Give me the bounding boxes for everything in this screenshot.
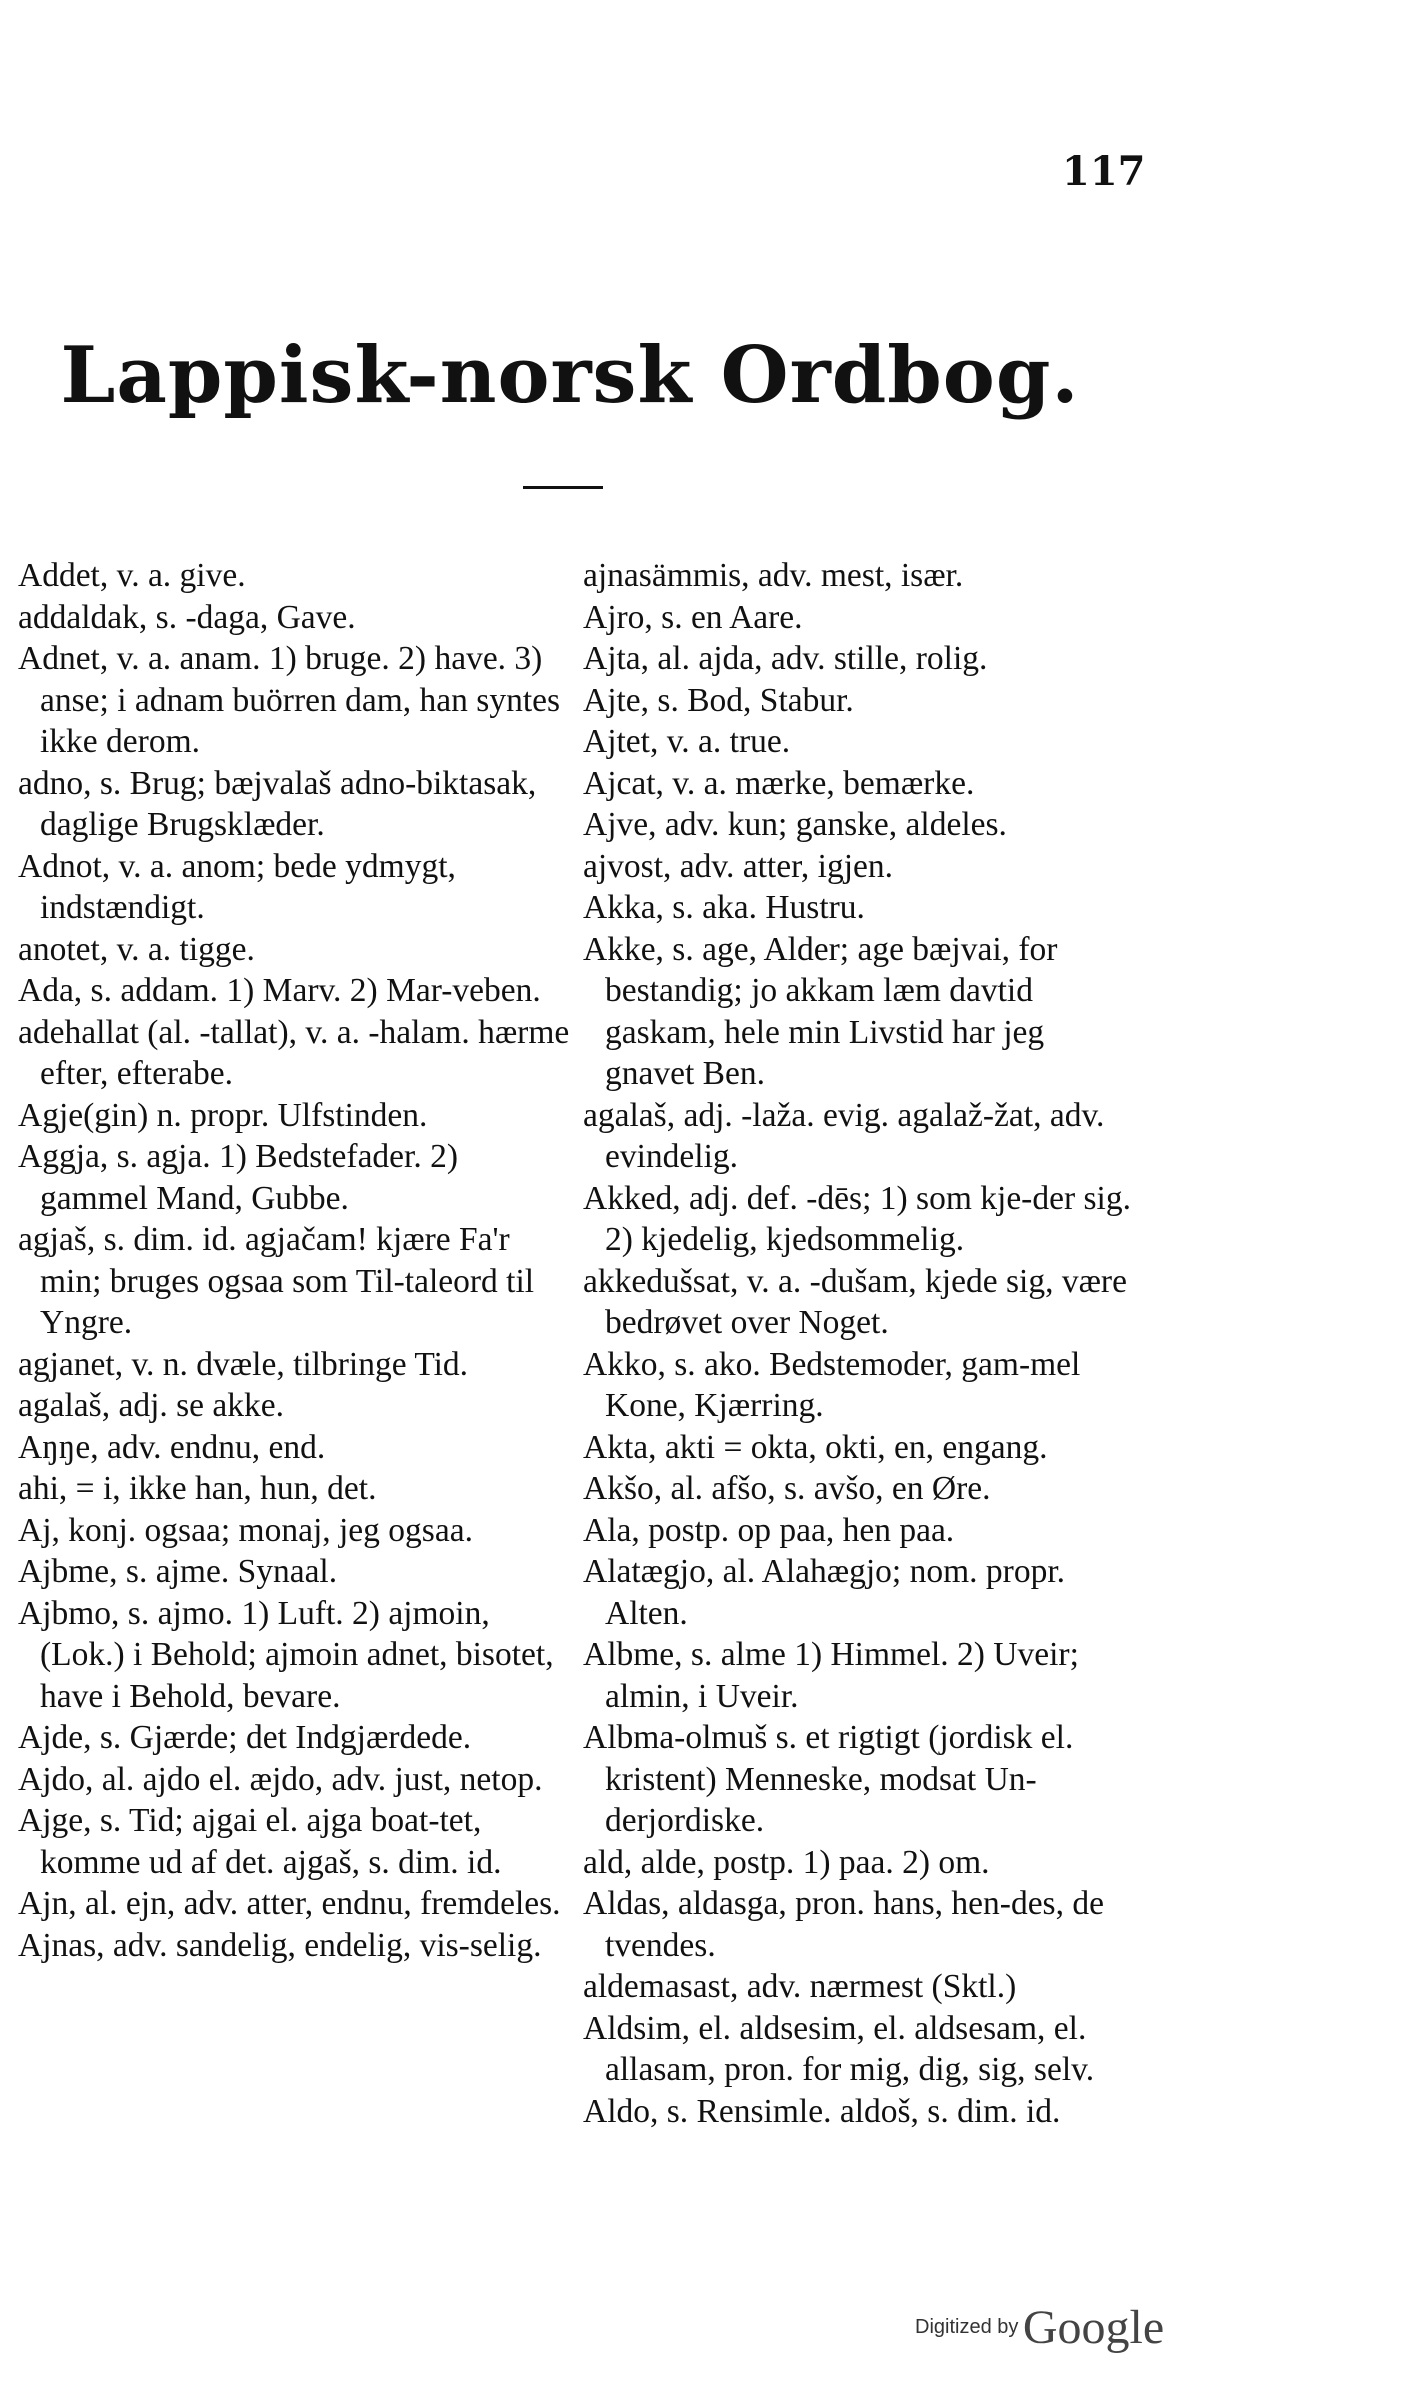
dictionary-entry: anotet, v. a. tigge. bbox=[18, 930, 255, 968]
dictionary-entry: aldemasast, adv. nærmest (Sktl.) bbox=[583, 1968, 1017, 2005]
dictionary-entry: adehallat (al. -tallat), v. a. -halam. hærme efter, efterabe. bbox=[18, 1013, 570, 1092]
dictionary-entry: Akked, adj. def. -dēs; 1) som kje-der sig. 2) kjedelig, kjedsommelig. bbox=[583, 1179, 1131, 1258]
dictionary-entry: Aldsim, el. aldsesim, el. aldsesam, el. allasam, pron. for mig, dig, sig, selv. bbox=[583, 2009, 1095, 2088]
dictionary-entry: ajvost, adv. atter, igjen. bbox=[583, 847, 893, 885]
dictionary-entry: ajnasämmis, adv. mest, især. bbox=[583, 557, 964, 594]
dictionary-entry: Ajbmo, s. ajmo. 1) Luft. 2) ajmoin, (Lok.) i Behold; ajmoin adnet, bisotet, have i Behold, bevare. bbox=[18, 1594, 554, 1715]
dictionary-entry: Ajte, s. Bod, Stabur. bbox=[583, 681, 854, 719]
dictionary-entry: adno, s. Brug; bæjvalaš adno-biktasak, daglige Brugsklæder. bbox=[18, 764, 537, 843]
dictionary-entry: agalaš, adj. se akke. bbox=[18, 1387, 285, 1424]
dictionary-entry: Ajtet, v. a. true. bbox=[583, 723, 791, 760]
dictionary-entry: Akta, akti = okta, okti, en, engang. bbox=[583, 1428, 1048, 1466]
dictionary-entry: Ala, postp. op paa, hen paa. bbox=[583, 1511, 955, 1549]
dictionary-entry: Ajnas, adv. sandelig, endelig, vis-selig. bbox=[18, 1926, 542, 1964]
dictionary-entry: Adnot, v. a. anom; bede ydmygt, indstændigt. bbox=[18, 847, 456, 926]
dictionary-entry: Akko, s. ako. Bedstemoder, gam-mel Kone, Kjærring. bbox=[583, 1345, 1081, 1424]
left-column bbox=[18, 555, 570, 1966]
dictionary-entry: Akka, s. aka. Hustru. bbox=[583, 889, 865, 926]
dictionary-entry: Ajcat, v. a. mærke, bemærke. bbox=[583, 764, 975, 802]
dictionary-entry: Ajbme, s. ajme. Synaal. bbox=[18, 1553, 338, 1590]
dictionary-entry: Aggja, s. agja. 1) Bedstefader. 2) gammel Mand, Gubbe. bbox=[18, 1138, 459, 1217]
dictionary-entry: Aŋŋe, adv. endnu, end. bbox=[18, 1428, 326, 1466]
dictionary-entry: Ajta, al. ajda, adv. stille, rolig. bbox=[583, 640, 988, 677]
right-column bbox=[583, 555, 1138, 2132]
page-title: Lappisk-norsk Ordbog. bbox=[60, 330, 1080, 421]
dictionary-entry: akkedušsat, v. a. -dušam, kjede sig, være bedrøvet over Noget. bbox=[583, 1262, 1127, 1341]
dictionary-entry: Alatægjo, al. Alahægjo; nom. propr. Alten. bbox=[583, 1553, 1066, 1632]
dictionary-entry: Aldas, aldasga, pron. hans, hen-des, de tvendes. bbox=[583, 1885, 1104, 1964]
dictionary-entry: Ajge, s. Tid; ajgai el. ajga boat-tet, komme ud af det. ajgaš, s. dim. id. bbox=[18, 1802, 502, 1881]
dictionary-entry: agalaš, adj. -laža. evig. agalaž-žat, adv. evindelig. bbox=[583, 1096, 1105, 1175]
dictionary-entry: Ajn, al. ejn, adv. atter, endnu, fremdeles. bbox=[18, 1885, 561, 1922]
page-number: 117 bbox=[1062, 148, 1146, 195]
dictionary-entry: ahi, = i, ikke han, hun, det. bbox=[18, 1470, 377, 1507]
dictionary-entry: Akšo, al. afšo, s. avšo, en Øre. bbox=[583, 1470, 991, 1507]
dictionary-entry: Ajde, s. Gjærde; det Indgjærdede. bbox=[18, 1719, 472, 1756]
digitized-by-label: Digitized by bbox=[915, 2316, 1019, 2338]
dictionary-entry: ald, alde, postp. 1) paa. 2) om. bbox=[583, 1843, 990, 1881]
dictionary-entry: Albma-olmuš s. et rigtigt (jordisk el. kristent) Menneske, modsat Un-derjordiske. bbox=[583, 1719, 1074, 1839]
dictionary-entry: Aldo, s. Rensimle. aldoš, s. dim. id. bbox=[583, 2092, 1061, 2130]
title-rule bbox=[523, 486, 603, 489]
dictionary-entry: Aj, konj. ogsaa; monaj, jeg ogsaa. bbox=[18, 1511, 473, 1549]
dictionary-entry: Albme, s. alme 1) Himmel. 2) Uveir; almin, i Uveir. bbox=[583, 1636, 1079, 1715]
dictionary-entry: Ajdo, al. ajdo el. æjdo, adv. just, netop. bbox=[18, 1760, 543, 1798]
dictionary-entry: Ajro, s. en Aare. bbox=[583, 598, 803, 636]
dictionary-entry: Adnet, v. a. anam. 1) bruge. 2) have. 3) anse; i adnam buörren dam, han syntes ikke derom. bbox=[18, 640, 561, 760]
dictionary-entry: Addet, v. a. give. bbox=[18, 557, 246, 594]
dictionary-entry: addaldak, s. -daga, Gave. bbox=[18, 598, 356, 636]
dictionary-entry: Ada, s. addam. 1) Marv. 2) Mar-veben. bbox=[18, 972, 541, 1009]
dictionary-entry: agjaš, s. dim. id. agjačam! kjære Fa'r min; bruges ogsaa som Til-taleord til Yngre. bbox=[18, 1221, 535, 1341]
dictionary-entry: agjanet, v. n. dvæle, tilbringe Tid. bbox=[18, 1345, 469, 1383]
dictionary-entry: Agje(gin) n. propr. Ulfstinden. bbox=[18, 1096, 428, 1134]
dictionary-entry: Ajve, adv. kun; ganske, aldeles. bbox=[583, 806, 1007, 843]
google-logo: Google bbox=[1022, 2301, 1165, 2354]
digitized-by-watermark bbox=[915, 2300, 1164, 2355]
dictionary-entry: Akke, s. age, Alder; age bæjvai, for bestandig; jo akkam læm davtid gaskam, hele min Livstid har jeg gnavet Ben. bbox=[583, 930, 1058, 1092]
